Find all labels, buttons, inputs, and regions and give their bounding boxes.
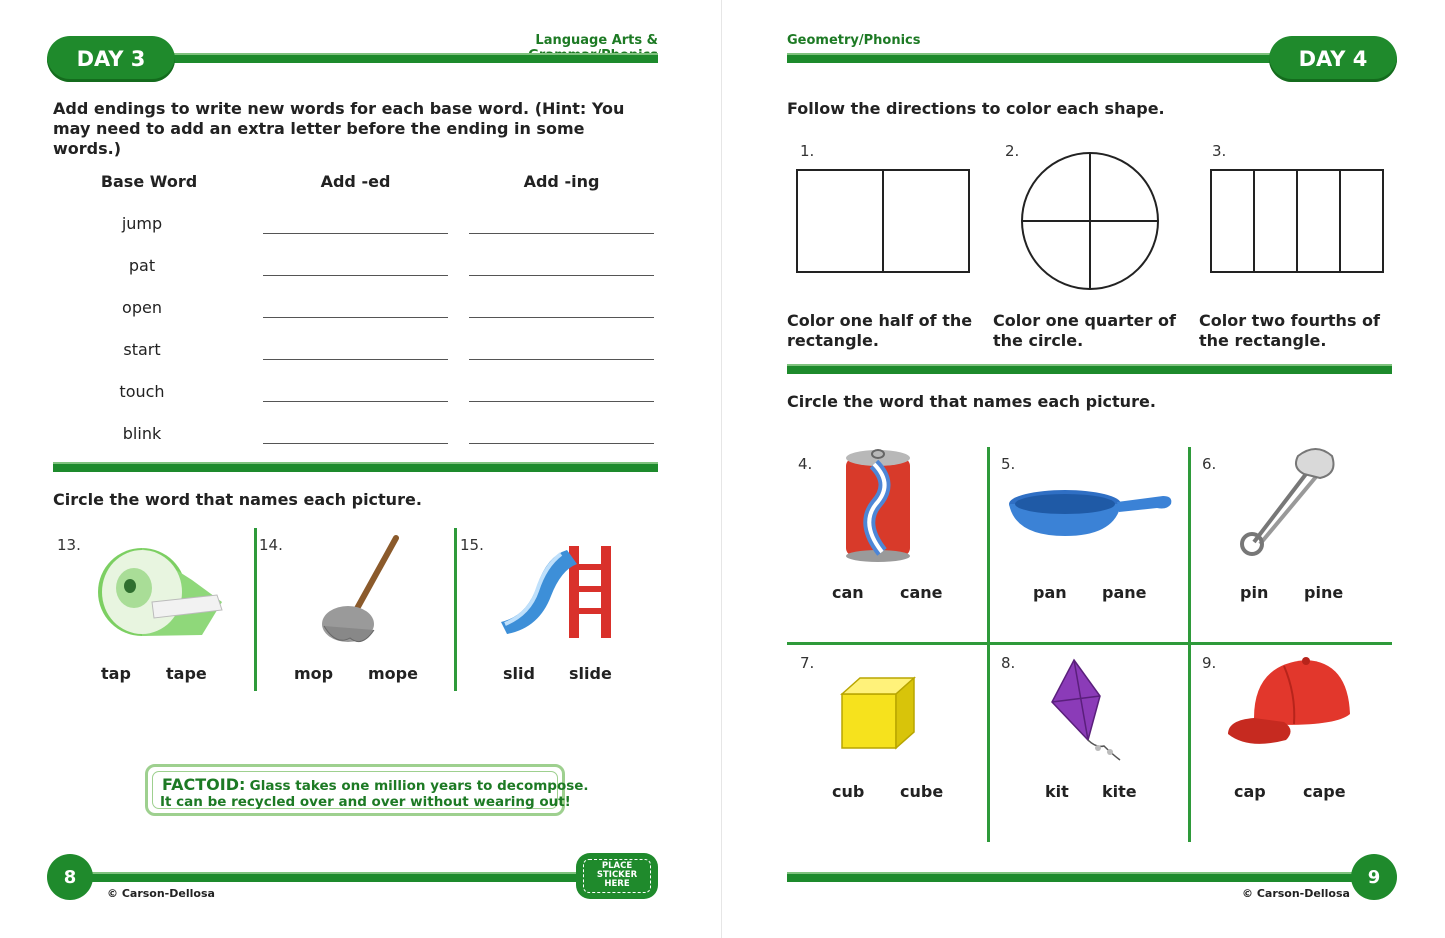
header-bar	[150, 53, 658, 63]
cube-icon	[838, 676, 918, 752]
instructions: Follow the directions to color each shape.	[787, 99, 1165, 118]
base-word: jump	[121, 214, 163, 233]
page-divider	[721, 0, 722, 938]
item-number: 8.	[1001, 654, 1016, 672]
sticker-placeholder[interactable]	[576, 853, 658, 899]
word-choice[interactable]: can	[832, 583, 864, 602]
base-word: open	[122, 298, 162, 317]
factoid-text-line1: Glass takes one million years to decompose.	[249, 778, 589, 794]
item-number: 13.	[57, 536, 81, 554]
subject-title: Language Arts &	[535, 33, 658, 48]
word-choice[interactable]: slide	[569, 664, 612, 683]
circle-instructions: Circle the word that names each picture.	[787, 392, 1156, 411]
word-choice[interactable]: cub	[832, 782, 865, 801]
word-choice[interactable]: pin	[1240, 583, 1269, 602]
column-header-base-word: Base Word	[100, 172, 198, 191]
word-choice[interactable]: pine	[1304, 583, 1344, 602]
answer-line-ing[interactable]	[469, 401, 654, 402]
safety-pin-icon	[1236, 444, 1340, 560]
base-word: touch	[119, 382, 165, 401]
word-choice[interactable]: cane	[900, 583, 943, 602]
word-choice[interactable]: tap	[101, 664, 131, 683]
word-choice[interactable]: pane	[1102, 583, 1147, 602]
soda-can-icon	[842, 444, 914, 562]
answer-line-ing[interactable]	[469, 359, 654, 360]
header-bar	[787, 53, 1297, 63]
answer-line-ing[interactable]	[469, 443, 654, 444]
rectangle-fourths-icon[interactable]	[1209, 168, 1385, 274]
tape-dispenser-icon	[92, 540, 227, 640]
item-number: 14.	[259, 536, 283, 554]
word-choice[interactable]: mope	[368, 664, 418, 683]
answer-line-ed[interactable]	[263, 317, 448, 318]
word-choice[interactable]: slid	[503, 664, 535, 683]
factoid-label: FACTOID:	[162, 775, 246, 794]
shape-caption: Color one quarter of the circle.	[993, 311, 1176, 350]
item-number: 4.	[798, 455, 813, 473]
answer-line-ing[interactable]	[469, 233, 654, 234]
base-word: blink	[122, 424, 162, 443]
day-badge: DAY 4	[1269, 36, 1397, 82]
circle-instructions: Circle the word that names each picture.	[53, 490, 422, 509]
sticker-text: HERE	[604, 879, 630, 889]
mop-icon	[316, 534, 406, 649]
section-divider	[787, 364, 1392, 374]
playground-slide-icon	[497, 536, 621, 646]
word-choice[interactable]: kite	[1102, 782, 1137, 801]
word-choice[interactable]: cap	[1234, 782, 1266, 801]
instructions: Add endings to write new words for each base word. (Hint: You may need to add an extra letter before the ending in some words.)	[53, 99, 625, 158]
answer-line-ed[interactable]	[263, 359, 448, 360]
page-number: 8	[47, 854, 93, 900]
answer-line-ed[interactable]	[263, 401, 448, 402]
word-choice[interactable]: cube	[900, 782, 944, 801]
answer-line-ed[interactable]	[263, 443, 448, 444]
answer-line-ed[interactable]	[263, 233, 448, 234]
word-choice[interactable]: mop	[294, 664, 334, 683]
item-number: 7.	[800, 654, 815, 672]
sticker-text: STICKER	[596, 870, 638, 880]
footer-bar	[70, 872, 590, 882]
grid-divider	[787, 642, 1392, 645]
base-word: pat	[128, 256, 156, 275]
vertical-divider	[254, 528, 257, 691]
vertical-divider	[454, 528, 457, 691]
footer-bar	[787, 872, 1367, 882]
item-number: 15.	[460, 536, 484, 554]
day-badge: DAY 3	[47, 36, 175, 82]
factoid-box	[145, 764, 589, 816]
baseball-cap-icon	[1224, 654, 1356, 758]
base-word: start	[123, 340, 161, 359]
word-choice[interactable]: pan	[1033, 583, 1067, 602]
item-number: 3.	[1212, 142, 1227, 160]
answer-line-ed[interactable]	[263, 275, 448, 276]
column-header-ing: Add -ing	[523, 172, 600, 191]
shape-caption: Color one half of the rectangle.	[787, 311, 973, 350]
answer-line-ing[interactable]	[469, 275, 654, 276]
circle-quarters-icon[interactable]	[1019, 150, 1161, 292]
word-choice[interactable]: kit	[1045, 782, 1069, 801]
rectangle-halves-icon[interactable]	[795, 168, 971, 274]
sticker-text: PLACE	[601, 861, 633, 871]
item-number: 6.	[1202, 455, 1217, 473]
item-number: 5.	[1001, 455, 1016, 473]
copyright: © Carson-Dellosa	[1242, 887, 1350, 900]
item-number: 2.	[1005, 142, 1020, 160]
factoid-text-line2: It can be recycled over and over without wearing out!	[160, 794, 571, 810]
item-number: 1.	[800, 142, 815, 160]
item-number: 9.	[1202, 654, 1217, 672]
kite-icon	[1048, 656, 1128, 768]
word-choice[interactable]: cape	[1303, 782, 1346, 801]
answer-line-ing[interactable]	[469, 317, 654, 318]
copyright: © Carson-Dellosa	[107, 887, 215, 900]
word-choice[interactable]: tape	[166, 664, 207, 683]
section-divider	[53, 462, 658, 472]
frying-pan-icon	[1005, 482, 1177, 542]
shape-caption: Color two fourths of the rectangle.	[1199, 311, 1380, 350]
column-header-ed: Add -ed	[320, 172, 391, 191]
page-number: 9	[1351, 854, 1397, 900]
subject-title: Geometry/Phonics	[787, 33, 921, 48]
